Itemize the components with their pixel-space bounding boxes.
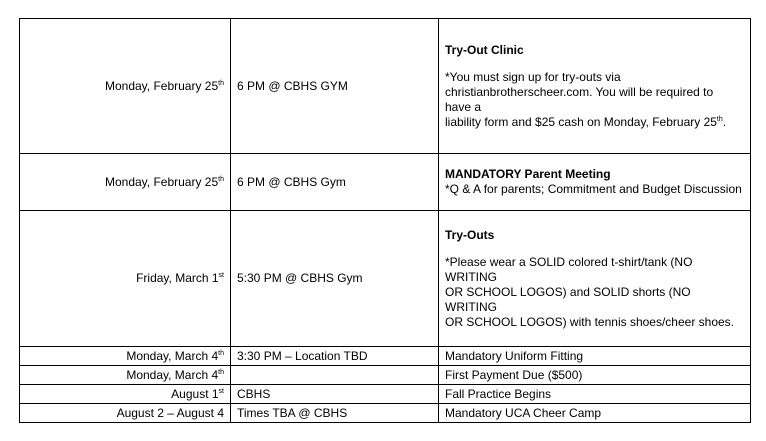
date-cell: Monday, March 4th [20, 347, 231, 366]
description-cell: First Payment Due ($500) [439, 366, 751, 385]
table-row [20, 154, 751, 211]
date-cell: Friday, March 1st [20, 211, 231, 347]
date-cell: Monday, February 25th [20, 154, 231, 211]
description-line: OR SCHOOL LOGOS) with tennis shoes/cheer shoes. [445, 314, 735, 329]
description-cell: Mandatory Uniform Fitting [439, 347, 751, 366]
event-title: MANDATORY Parent Meeting [445, 167, 611, 181]
time-cell [231, 366, 439, 385]
description-line: OR SCHOOL LOGOS) and SOLID shorts (NO WRITING [445, 284, 691, 314]
description-line: *Q & A for parents; Commitment and Budget Discussion [445, 182, 742, 196]
description-line: christianbrotherscheer.com. You will be required to have a [445, 84, 714, 114]
time-cell: Times TBA @ CBHS [231, 404, 439, 423]
description-cell [439, 154, 751, 211]
table-row [20, 19, 751, 154]
time-cell: 6 PM @ CBHS GYM [231, 19, 439, 154]
description-cell: Mandatory UCA Cheer Camp [439, 404, 751, 423]
time-cell: CBHS [231, 385, 439, 404]
date-cell: Monday, February 25th [20, 19, 231, 154]
time-cell: 5:30 PM @ CBHS Gym [231, 211, 439, 347]
table-row [20, 404, 751, 423]
description-cell [439, 19, 751, 154]
table-row [20, 385, 751, 404]
description-line: liability form and $25 cash on Monday, February 25th. [445, 114, 727, 129]
description-line: *Please wear a SOLID colored t-shirt/tank (NO WRITING [445, 254, 693, 284]
description-cell [439, 211, 751, 347]
description-cell: Fall Practice Begins [439, 385, 751, 404]
time-cell: 6 PM @ CBHS Gym [231, 154, 439, 211]
event-title: Try-Out Clinic [445, 42, 524, 57]
time-cell: 3:30 PM – Location TBD [231, 347, 439, 366]
date-cell: August 2 – August 4 [20, 404, 231, 423]
table-row [20, 347, 751, 366]
date-cell: Monday, March 4th [20, 366, 231, 385]
event-title: Try-Outs [445, 227, 495, 242]
table-row [20, 211, 751, 347]
date-cell: August 1st [20, 385, 231, 404]
table-row [20, 366, 751, 385]
description-line: *You must sign up for try-outs via [445, 69, 621, 84]
schedule-table [19, 18, 751, 423]
